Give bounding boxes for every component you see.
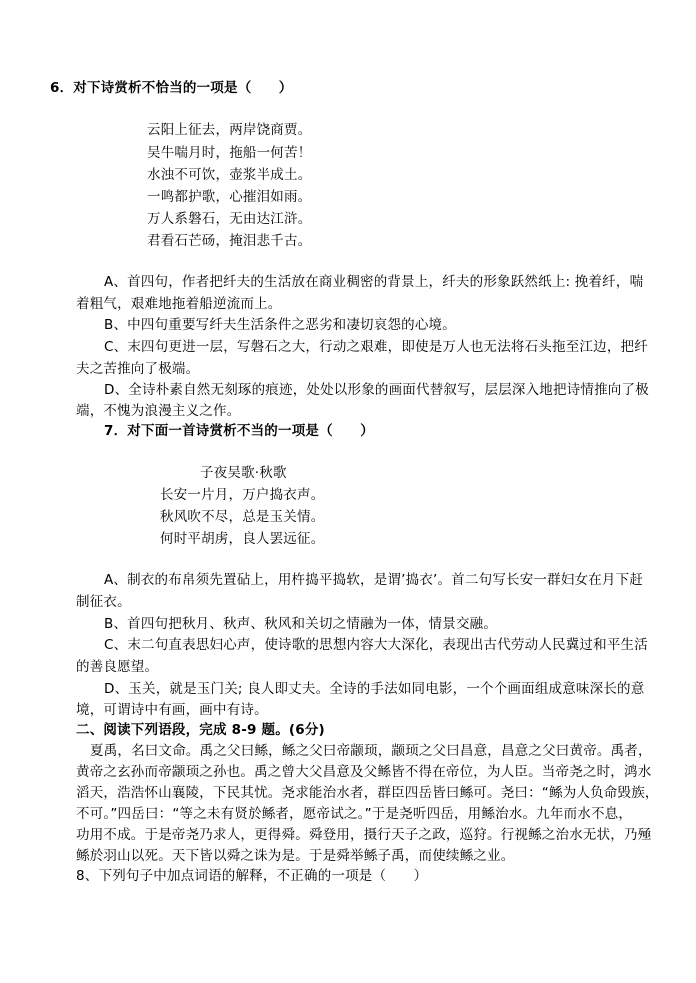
q6-option-c: C、末四句更进一层，写磐石之大，行动之艰难，即使是万人也无法将石头拖至江边，把纤: [104, 339, 648, 355]
poem-line: 云阳上征去，两岸饶商贾。: [147, 122, 312, 138]
passage-line: 滔天，浩浩怀山襄陵，下民其忧。尧求能治水者，群臣四岳皆曰鲧可。尧曰：“鲧为人负命毁族，: [76, 785, 659, 801]
poem-line: 水浊不可饮，壶浆半成土。: [147, 167, 312, 183]
q7-option-c: C、末二句直表思妇心声，使诗歌的思想内容大大深化，表现出古代劳动人民冀过和平生活: [104, 637, 648, 653]
q7-option-a-cont: 制征衣。: [76, 594, 131, 610]
poem-line: 君看石芒砀，掩泪悲千古。: [147, 233, 312, 249]
q6-option-a: A、首四句，作者把纤夫的生活放在商业稠密的背景上，纤夫的形象跃然纸上: 挽着纤，喘: [104, 274, 644, 290]
q6-option-d: D、全诗朴素自然无刻琢的痕迹，处处以形象的画面代替叙写，层层深入地把诗情推向了极: [104, 382, 649, 398]
poem-line: 万人系磐石，无由达江浒。: [147, 211, 312, 227]
passage-line: 夏禹，名曰文命。禹之父曰鲧，鲧之父曰帝颛顼，颛顼之父曰昌意，昌意之父曰黄帝。禹者，: [90, 743, 652, 759]
q6-option-c-cont: 夫之苦推向了极端。: [76, 361, 200, 377]
q7-option-b: B、首四句把秋月、秋声、秋风和关切之情融为一体，情景交融。: [104, 616, 498, 632]
q7-option-c-cont: 的善良愿望。: [76, 659, 159, 675]
passage-line: 鲧於羽山以死。天下皆以舜之诛为是。于是舜举鲧子禹，而使续鲧之业。: [76, 848, 515, 864]
passage-line: 黄帝之玄孙而帝颛顼之孙也。禹之曾大父昌意及父鲧皆不得在帝位，为人臣。当帝尧之时，鸿水: [76, 764, 652, 780]
poem-line: 何时平胡虏，良人罢远征。: [160, 531, 325, 547]
q6-option-d-cont: 端，不愧为浪漫主义之作。: [76, 403, 241, 419]
question-7-title: 7．对下面一首诗赏析不当的一项是（ ）: [104, 423, 374, 439]
poem-line: 一鸣都护歌，心摧泪如雨。: [147, 189, 312, 205]
q6-option-a-cont: 着粗气，艰难地拖着船逆流而上。: [76, 296, 282, 312]
poem-line: 秋风吹不尽，总是玉关情。: [160, 509, 325, 525]
q7-option-d: D、玉关，就是玉门关; 良人即丈夫。全诗的手法如同电影，一个个画面组成意味深长的意: [104, 681, 645, 697]
q7-option-a: A、制衣的布帛须先置砧上，用杵捣平捣软，是谓’捣衣’。首二句写长安一群妇女在月下赶: [104, 572, 644, 588]
q6-option-b: B、中四句重要写纤夫生活条件之恶劣和凄切哀怨的心境。: [104, 317, 456, 333]
q7-option-d-cont: 境，可谓诗中有画，画中有诗。: [76, 702, 268, 718]
question-8-title: 8、下列句子中加点词语的解释，不正确的一项是（ ）: [76, 868, 428, 884]
question-6-title: 6．对下诗赏析不恰当的一项是（ ）: [50, 80, 293, 96]
poem-title: 子夜吴歌·秋歌: [200, 465, 287, 481]
poem-line: 吴牛喘月时，拖船一何苦！: [147, 145, 312, 161]
passage-line: 功用不成。于是帝尧乃求人，更得舜。舜登用，摄行天子之政，巡狩。行视鲧之治水无状，乃殛: [76, 827, 652, 843]
poem-line: 长安一片月，万户捣衣声。: [160, 487, 325, 503]
section-2-title: 二、阅读下列语段，完成 8-9 题。(6分): [76, 722, 325, 738]
passage-line: 不可。”四岳曰：“等之未有贤於鲧者，愿帝试之。”于是尧听四岳，用鲧治水。九年而水不息，: [76, 806, 633, 822]
